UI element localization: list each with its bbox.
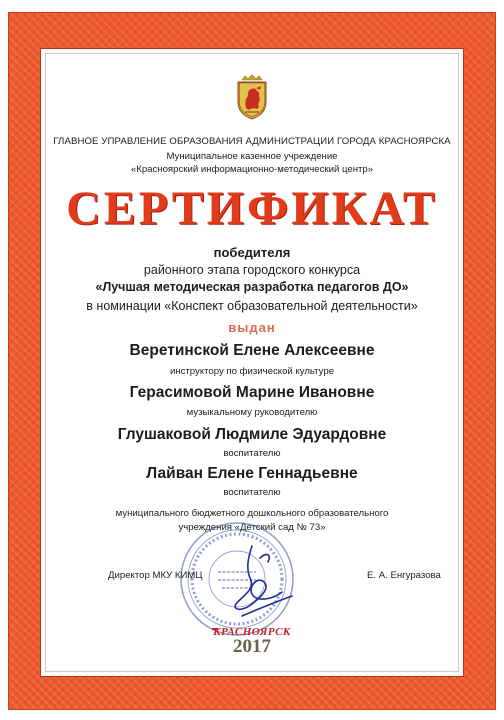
recipient-role: воспитателю [223,487,281,498]
recipient-name: Веретинской Елене Алексеевне [129,342,375,359]
recipient-role: инструктору по физической культуре [169,366,335,377]
org-line-3: «Красноярский информационно-методический центр» [130,164,374,175]
logo-year: 2017 [233,636,271,657]
org-line-2: Муниципальное казенное учреждение [166,151,338,162]
nomination: в номинации «Конспект образовательной деятельности» [86,299,418,313]
certificate-title: СЕРТИФИКАТ [66,182,438,235]
recipient-name: Лайван Елене Геннадьевне [146,465,358,482]
logo-city: КРАСНОЯРСК [213,626,291,638]
recipient-name: Глушаковой Людмиле Эдуардовне [117,426,387,443]
recipient-role: музыкальному руководителю [186,407,318,418]
city-emblem-icon [234,74,270,120]
handwritten-signature-icon [212,538,302,628]
org-line-1: ГЛАВНОЕ УПРАВЛЕНИЕ ОБРАЗОВАНИЯ АДМИНИСТРАЦИИ ГОРОДА КРАСНОЯРСКА [53,136,451,147]
recipient-name: Герасимовой Марине Ивановне [129,384,375,401]
contest-name: «Лучшая методическая разработка педагогов ДО» [95,280,409,294]
director-title: Директор МКУ КИМЦ [108,570,203,581]
issued-label: выдан [228,320,276,335]
recipient-role: воспитателю [223,448,281,459]
director-name: Е. А. Енгуразова [367,570,441,581]
institution-line-2: учреждения «Детский сад № 73» [178,522,326,533]
institution-line-1: муниципального бюджетного дошкольного образовательного [115,508,389,519]
award-line-2: районного этапа городского конкурса [143,263,361,277]
award-line-1: победителя [213,245,291,260]
